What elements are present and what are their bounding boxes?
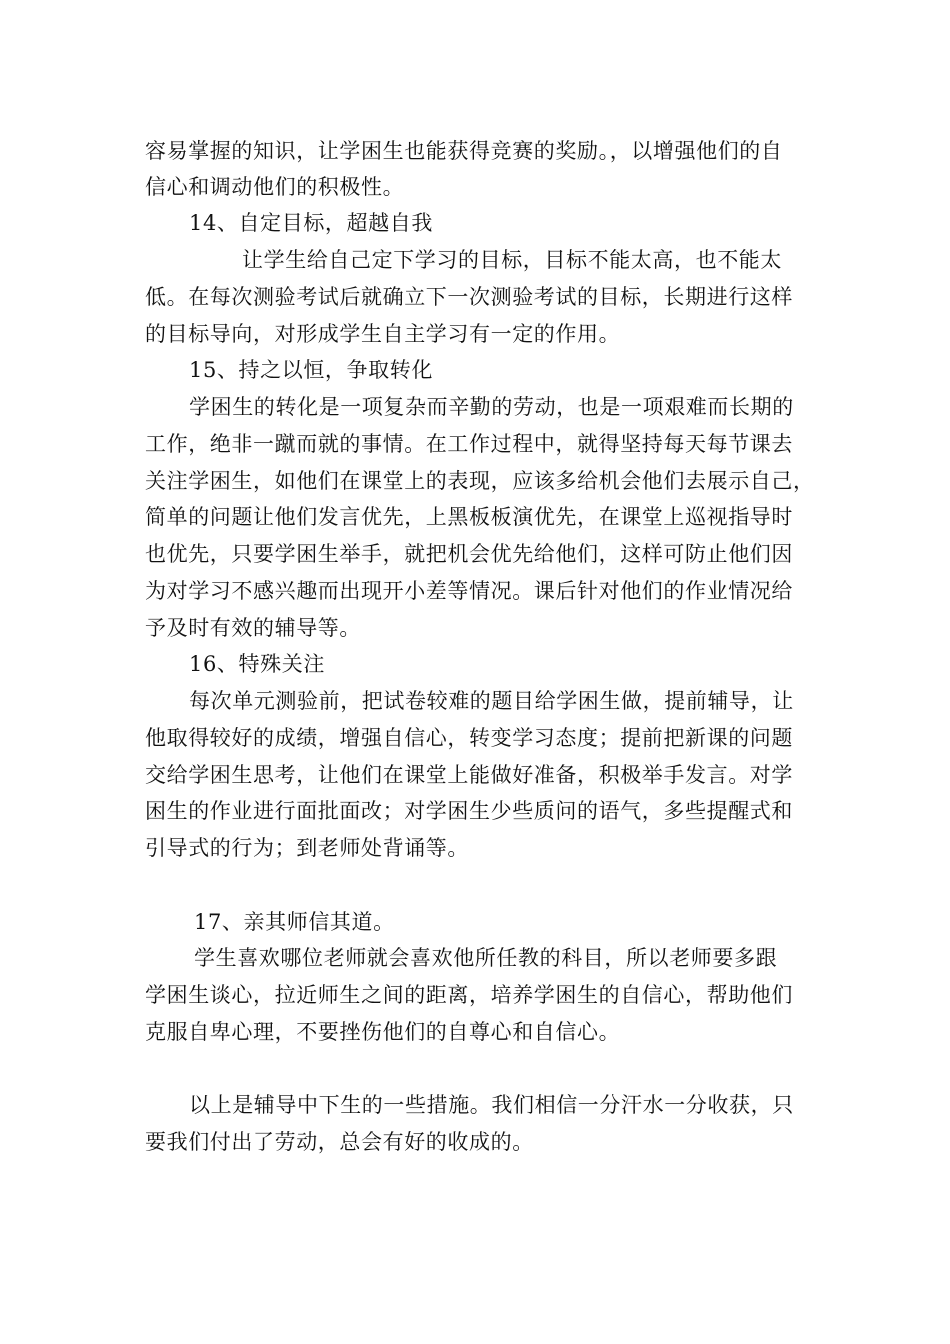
section-heading-17: 17、亲其师信其道。 [194, 910, 395, 934]
paragraph-line: 的目标导向，对形成学生自主学习有一定的作用。 [145, 322, 621, 346]
paragraph-line: 克服自卑心理，不要挫伤他们的自尊心和自信心。 [145, 1020, 621, 1044]
paragraph-line: 低。在每次测验考试后就确立下一次测验考试的目标，长期进行这样 [145, 285, 793, 309]
paragraph-line: 关注学困生，如他们在课堂上的表现，应该多给机会他们去展示自己， [145, 469, 815, 493]
paragraph-line: 困生的作业进行面批面改；对学困生少些质问的语气，多些提醒式和 [145, 799, 793, 823]
paragraph-line: 学困生谈心，拉近师生之间的距离，培养学困生的自信心，帮助他们 [145, 983, 793, 1007]
paragraph-line: 学生喜欢哪位老师就会喜欢他所任教的科目，所以老师要多跟 [194, 946, 778, 970]
paragraph-line: 工作，绝非一蹴而就的事情。在工作过程中，就得坚持每天每节课去 [145, 432, 793, 456]
paragraph-line: 信心和调动他们的积极性。 [145, 175, 405, 199]
paragraph-line: 以上是辅导中下生的一些措施。我们相信一分汗水一分收获，只 [189, 1093, 794, 1117]
paragraph-line: 为对学习不感兴趣而出现开小差等情况。课后针对他们的作业情况给 [145, 579, 793, 603]
paragraph-line: 引导式的行为；到老师处背诵等。 [145, 836, 469, 860]
paragraph-line: 简单的问题让他们发言优先，上黑板板演优先，在课堂上巡视指导时 [145, 505, 793, 529]
paragraph-line: 也优先，只要学困生举手，就把机会优先给他们，这样可防止他们因 [145, 542, 793, 566]
paragraph-line: 予及时有效的辅导等。 [145, 616, 361, 640]
paragraph-line: 他取得较好的成绩，增强自信心，转变学习态度；提前把新课的问题 [145, 726, 793, 750]
paragraph-line: 要我们付出了劳动，总会有好的收成的。 [145, 1130, 534, 1154]
paragraph-line: 让学生给自己定下学习的目标，目标不能太高，也不能太 [242, 248, 782, 272]
section-heading-16: 16、特殊关注 [189, 652, 325, 676]
paragraph-line: 学困生的转化是一项复杂而辛勤的劳动，也是一项艰难而长期的 [189, 395, 794, 419]
paragraph-line: 交给学困生思考，让他们在课堂上能做好准备，积极举手发言。对学 [145, 763, 793, 787]
paragraph-line: 容易掌握的知识，让学困生也能获得竞赛的奖励。，以增强他们的自 [145, 139, 783, 163]
paragraph-line: 每次单元测验前，把试卷较难的题目给学困生做，提前辅导，让 [189, 689, 794, 713]
section-heading-15: 15、持之以恒，争取转化 [189, 358, 433, 382]
section-heading-14: 14、自定目标，超越自我 [189, 211, 433, 235]
